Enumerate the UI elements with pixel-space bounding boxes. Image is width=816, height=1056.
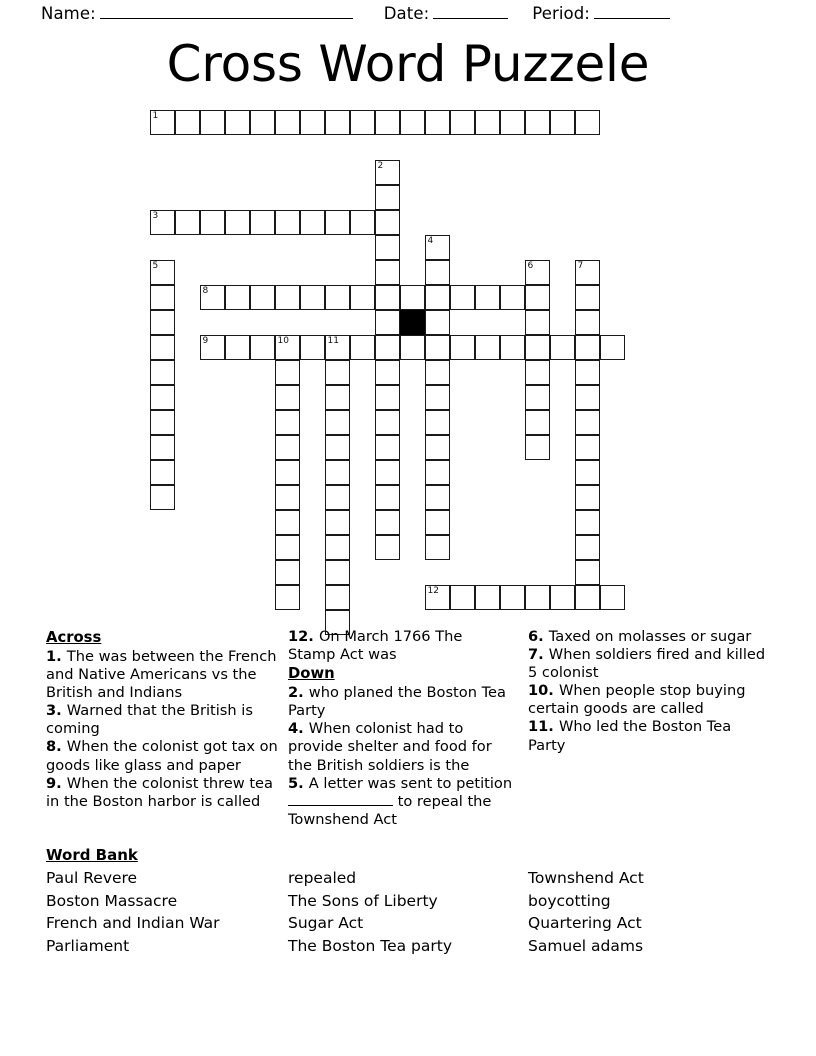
crossword-cell[interactable]	[150, 385, 175, 410]
crossword-cell[interactable]	[475, 585, 500, 610]
clue-number: 3.	[46, 702, 67, 720]
crossword-cell[interactable]	[425, 360, 450, 385]
crossword-cell[interactable]	[425, 410, 450, 435]
crossword-cell-number: 2	[377, 161, 384, 171]
crossword-cell[interactable]	[575, 385, 600, 410]
word-bank-word[interactable]: Parliament	[46, 937, 130, 956]
crossword-cell-number: 7	[577, 261, 584, 271]
crossword-cell[interactable]	[150, 210, 175, 235]
crossword-cell[interactable]	[450, 285, 475, 310]
page-title: Cross Word Puzzele	[166, 35, 650, 93]
crossword-cell[interactable]	[150, 310, 175, 335]
clue-text: When colonist had to provide shelter and food for the British soldiers is the	[288, 720, 492, 774]
crossword-cell[interactable]	[425, 510, 450, 535]
crossword-cell[interactable]	[275, 510, 300, 535]
crossword-cell[interactable]	[425, 285, 450, 310]
clue-number: 6.	[528, 628, 549, 645]
crossword-cell[interactable]	[250, 285, 275, 310]
crossword-cell[interactable]	[525, 110, 550, 135]
crossword-cell-number: 12	[427, 586, 439, 596]
crossword-cell[interactable]	[200, 285, 225, 310]
crossword-cell[interactable]	[275, 435, 300, 460]
crossword-cell[interactable]	[575, 560, 600, 585]
word-bank-word[interactable]: Quartering Act	[528, 914, 642, 933]
crossword-cell[interactable]	[150, 285, 175, 310]
clue-text: The was between the French and Native Americans vs the British and Indians	[46, 648, 277, 702]
crossword-cell[interactable]	[150, 435, 175, 460]
crossword-cell[interactable]	[200, 210, 225, 235]
crossword-cell-number: 5	[152, 261, 159, 271]
crossword-cell[interactable]	[375, 185, 400, 210]
crossword-cell[interactable]	[450, 585, 475, 610]
crossword-cell[interactable]	[375, 360, 400, 385]
crossword-cell[interactable]	[375, 335, 400, 360]
crossword-cell[interactable]	[375, 410, 400, 435]
crossword-cell-number: 4	[427, 236, 434, 246]
crossword-cell[interactable]	[350, 285, 375, 310]
crossword-cell[interactable]	[275, 385, 300, 410]
clue-number: 7.	[528, 646, 549, 664]
crossword-cell[interactable]	[375, 285, 400, 310]
crossword-cell[interactable]	[575, 335, 600, 360]
clue-item	[46, 738, 278, 774]
crossword-cell[interactable]	[325, 485, 350, 510]
crossword-cell[interactable]	[325, 335, 350, 360]
crossword-cell[interactable]	[575, 360, 600, 385]
clue-column-3	[528, 628, 766, 755]
crossword-cell[interactable]	[275, 210, 300, 235]
crossword-cell[interactable]	[475, 335, 500, 360]
crossword-cell[interactable]	[550, 110, 575, 135]
crossword-cell[interactable]	[375, 160, 400, 185]
clue-number: 12.	[288, 628, 319, 645]
crossword-cell[interactable]	[450, 110, 475, 135]
crossword-cell[interactable]	[425, 385, 450, 410]
crossword-cell[interactable]	[150, 460, 175, 485]
clue-column-1	[46, 628, 278, 811]
crossword-cell[interactable]	[350, 210, 375, 235]
crossword-cell[interactable]	[375, 510, 400, 535]
crossword-cell[interactable]	[275, 585, 300, 610]
period-label: Period:	[532, 4, 590, 23]
word-bank-word[interactable]: Boston Massacre	[46, 891, 178, 910]
crossword-cell[interactable]	[225, 210, 250, 235]
crossword-cell[interactable]	[550, 585, 575, 610]
crossword-cell[interactable]	[225, 335, 250, 360]
crossword-cell[interactable]	[375, 435, 400, 460]
clue-item	[528, 718, 766, 754]
crossword-cell[interactable]	[525, 360, 550, 385]
crossword-cell[interactable]	[275, 485, 300, 510]
crossword-cell[interactable]	[575, 260, 600, 285]
word-bank-word[interactable]: The Sons of Liberty	[288, 891, 438, 910]
crossword-cell[interactable]	[175, 210, 200, 235]
crossword-cell[interactable]	[425, 235, 450, 260]
crossword-cell[interactable]	[325, 285, 350, 310]
crossword-cell[interactable]	[425, 260, 450, 285]
crossword-cell-number: 10	[277, 336, 289, 346]
crossword-cell[interactable]	[150, 485, 175, 510]
crossword-cell[interactable]	[325, 435, 350, 460]
crossword-cell[interactable]	[375, 210, 400, 235]
clue-item	[46, 775, 278, 811]
crossword-cell[interactable]	[475, 285, 500, 310]
clue-item	[288, 775, 514, 829]
crossword-cell[interactable]	[250, 335, 275, 360]
crossword-cell[interactable]	[525, 385, 550, 410]
crossword-cell[interactable]	[475, 110, 500, 135]
crossword-cell-number: 9	[202, 336, 209, 346]
crossword-cell[interactable]	[575, 510, 600, 535]
clue-text: When the colonist got tax on goods like glass and paper	[46, 738, 278, 774]
crossword-cell[interactable]	[575, 460, 600, 485]
clue-text: When people stop buying certain goods are called	[528, 682, 746, 718]
crossword-cell[interactable]	[250, 210, 275, 235]
crossword-cell[interactable]	[425, 310, 450, 335]
crossword-cell-number: 6	[527, 261, 534, 271]
clue-number: 4.	[288, 720, 309, 738]
crossword-cell[interactable]	[150, 410, 175, 435]
crossword-cell[interactable]	[500, 585, 525, 610]
clue-text: Taxed on molasses or sugar	[548, 628, 752, 645]
crossword-cell[interactable]	[525, 410, 550, 435]
crossword-cell[interactable]	[325, 535, 350, 560]
crossword-cell[interactable]	[375, 235, 400, 260]
crossword-cell[interactable]	[150, 110, 175, 135]
crossword-cell[interactable]	[575, 585, 600, 610]
crossword-cell[interactable]	[150, 260, 175, 285]
crossword-cell[interactable]	[275, 410, 300, 435]
clue-item	[46, 648, 278, 702]
crossword-cell[interactable]	[300, 285, 325, 310]
crossword-cell[interactable]	[525, 285, 550, 310]
crossword-cell-number: 8	[202, 286, 209, 296]
crossword-cell[interactable]	[325, 360, 350, 385]
crossword-cell[interactable]	[275, 360, 300, 385]
word-bank-column-1	[46, 867, 288, 958]
clue-item	[528, 682, 766, 718]
crossword-cell[interactable]	[375, 260, 400, 285]
crossword-cell[interactable]	[225, 110, 250, 135]
clue-number: 2.	[288, 684, 309, 702]
crossword-cell[interactable]	[225, 285, 250, 310]
crossword-cell[interactable]	[400, 110, 425, 135]
crossword-cell[interactable]	[425, 435, 450, 460]
clue-item	[288, 684, 514, 720]
clue-answer-blank[interactable]	[288, 794, 393, 806]
crossword-cell[interactable]	[525, 435, 550, 460]
clue-number: 1.	[46, 648, 67, 665]
crossword-cell[interactable]	[525, 260, 550, 285]
clue-number: 11.	[528, 718, 559, 736]
clue-section-heading: Down	[288, 665, 335, 683]
crossword-cell[interactable]	[325, 110, 350, 135]
clue-item	[288, 720, 514, 774]
crossword-cell[interactable]	[575, 535, 600, 560]
crossword-cell[interactable]	[200, 335, 225, 360]
crossword-cell[interactable]	[325, 585, 350, 610]
crossword-cell[interactable]	[275, 560, 300, 585]
crossword-cell[interactable]	[375, 385, 400, 410]
crossword-cell[interactable]	[325, 410, 350, 435]
crossword-cell[interactable]	[575, 110, 600, 135]
word-bank-word[interactable]: The Boston Tea party	[288, 937, 453, 956]
word-bank-word[interactable]: Samuel adams	[528, 937, 644, 956]
word-bank-section	[46, 844, 786, 958]
crossword-cell[interactable]	[300, 210, 325, 235]
crossword-cell[interactable]	[575, 435, 600, 460]
clue-text: Who led the Boston Tea Party	[528, 718, 732, 754]
clue-text: On March 1766 The Stamp Act was	[288, 628, 463, 664]
crossword-cell[interactable]	[575, 285, 600, 310]
crossword-cell[interactable]	[425, 335, 450, 360]
crossword-cell[interactable]	[500, 110, 525, 135]
word-bank-word[interactable]: Sugar Act	[288, 914, 364, 933]
crossword-cell[interactable]	[450, 335, 475, 360]
crossword-cell[interactable]	[275, 335, 300, 360]
crossword-cell[interactable]	[275, 535, 300, 560]
crossword-cell[interactable]	[525, 585, 550, 610]
crossword-cell[interactable]	[375, 535, 400, 560]
crossword-cell[interactable]	[500, 335, 525, 360]
crossword-cell[interactable]	[325, 210, 350, 235]
word-bank-title: Word Bank	[46, 846, 138, 864]
clue-number: 8.	[46, 738, 67, 756]
crossword-cell[interactable]	[325, 460, 350, 485]
crossword-blocked-cell	[400, 310, 425, 335]
clue-text: to repeal the Townshend Act	[288, 792, 492, 828]
crossword-cell[interactable]	[325, 510, 350, 535]
crossword-cell[interactable]	[400, 285, 425, 310]
clue-text: When soldiers fired and killed 5 colonist	[528, 646, 766, 682]
crossword-cell[interactable]	[425, 460, 450, 485]
crossword-cell[interactable]	[525, 335, 550, 360]
crossword-cell[interactable]	[375, 110, 400, 135]
crossword-cell[interactable]	[150, 335, 175, 360]
crossword-cell[interactable]	[375, 460, 400, 485]
clue-text: Warned that the British is coming	[46, 702, 253, 738]
clue-item	[528, 628, 766, 646]
clue-item	[46, 702, 278, 738]
crossword-cell[interactable]	[275, 460, 300, 485]
word-bank-word[interactable]: boycotting	[528, 891, 611, 910]
crossword-cell[interactable]	[175, 110, 200, 135]
clues-section	[0, 628, 816, 838]
crossword-cell[interactable]	[550, 335, 575, 360]
word-bank-column-2	[288, 867, 528, 958]
word-bank-grid	[46, 867, 786, 958]
crossword-cell[interactable]	[375, 310, 400, 335]
word-bank-word[interactable]: Townshend Act	[528, 869, 644, 887]
clue-section-heading: Across	[46, 629, 102, 646]
crossword-cell[interactable]	[150, 360, 175, 385]
crossword-cell[interactable]	[275, 110, 300, 135]
crossword-cell[interactable]	[350, 110, 375, 135]
crossword-cell[interactable]	[325, 385, 350, 410]
word-bank-word[interactable]: French and Indian War	[46, 914, 220, 933]
crossword-cell-number: 1	[152, 111, 159, 121]
crossword-cell[interactable]	[425, 585, 450, 610]
clue-number: 10.	[528, 682, 559, 700]
clue-text: A letter was sent to petition	[308, 774, 513, 792]
name-label: Name:	[41, 4, 96, 23]
crossword-cell[interactable]	[500, 285, 525, 310]
crossword-cell[interactable]	[300, 110, 325, 135]
crossword-cell[interactable]	[575, 485, 600, 510]
crossword-cell-number: 3	[152, 211, 159, 221]
word-bank-word[interactable]: repealed	[288, 869, 357, 887]
crossword-cell[interactable]	[400, 335, 425, 360]
clue-text: When the colonist threw tea in the Boston harbor is called	[46, 774, 273, 810]
crossword-cell[interactable]	[200, 110, 225, 135]
clue-item	[288, 628, 514, 664]
word-bank-word[interactable]: Paul Revere	[46, 869, 138, 887]
date-label: Date:	[383, 4, 430, 23]
crossword-cell[interactable]	[425, 110, 450, 135]
word-bank-column-3	[528, 867, 768, 958]
crossword-cell[interactable]	[575, 310, 600, 335]
crossword-cell[interactable]	[350, 335, 375, 360]
crossword-cell[interactable]	[575, 410, 600, 435]
crossword-cell[interactable]	[425, 535, 450, 560]
clue-column-2	[288, 628, 514, 829]
clue-text: who planed the Boston Tea Party	[288, 684, 506, 720]
crossword-cell-number: 11	[327, 336, 339, 346]
crossword-cell[interactable]	[600, 335, 625, 360]
crossword-cell[interactable]	[425, 485, 450, 510]
crossword-cell[interactable]	[325, 560, 350, 585]
clue-item	[528, 646, 766, 682]
crossword-cell[interactable]	[600, 585, 625, 610]
crossword-cell[interactable]	[375, 485, 400, 510]
crossword-cell[interactable]	[300, 335, 325, 360]
clue-number: 5.	[288, 774, 309, 792]
crossword-cell[interactable]	[250, 110, 275, 135]
crossword-cell[interactable]	[525, 310, 550, 335]
clue-number: 9.	[46, 774, 67, 792]
crossword-cell[interactable]	[275, 285, 300, 310]
